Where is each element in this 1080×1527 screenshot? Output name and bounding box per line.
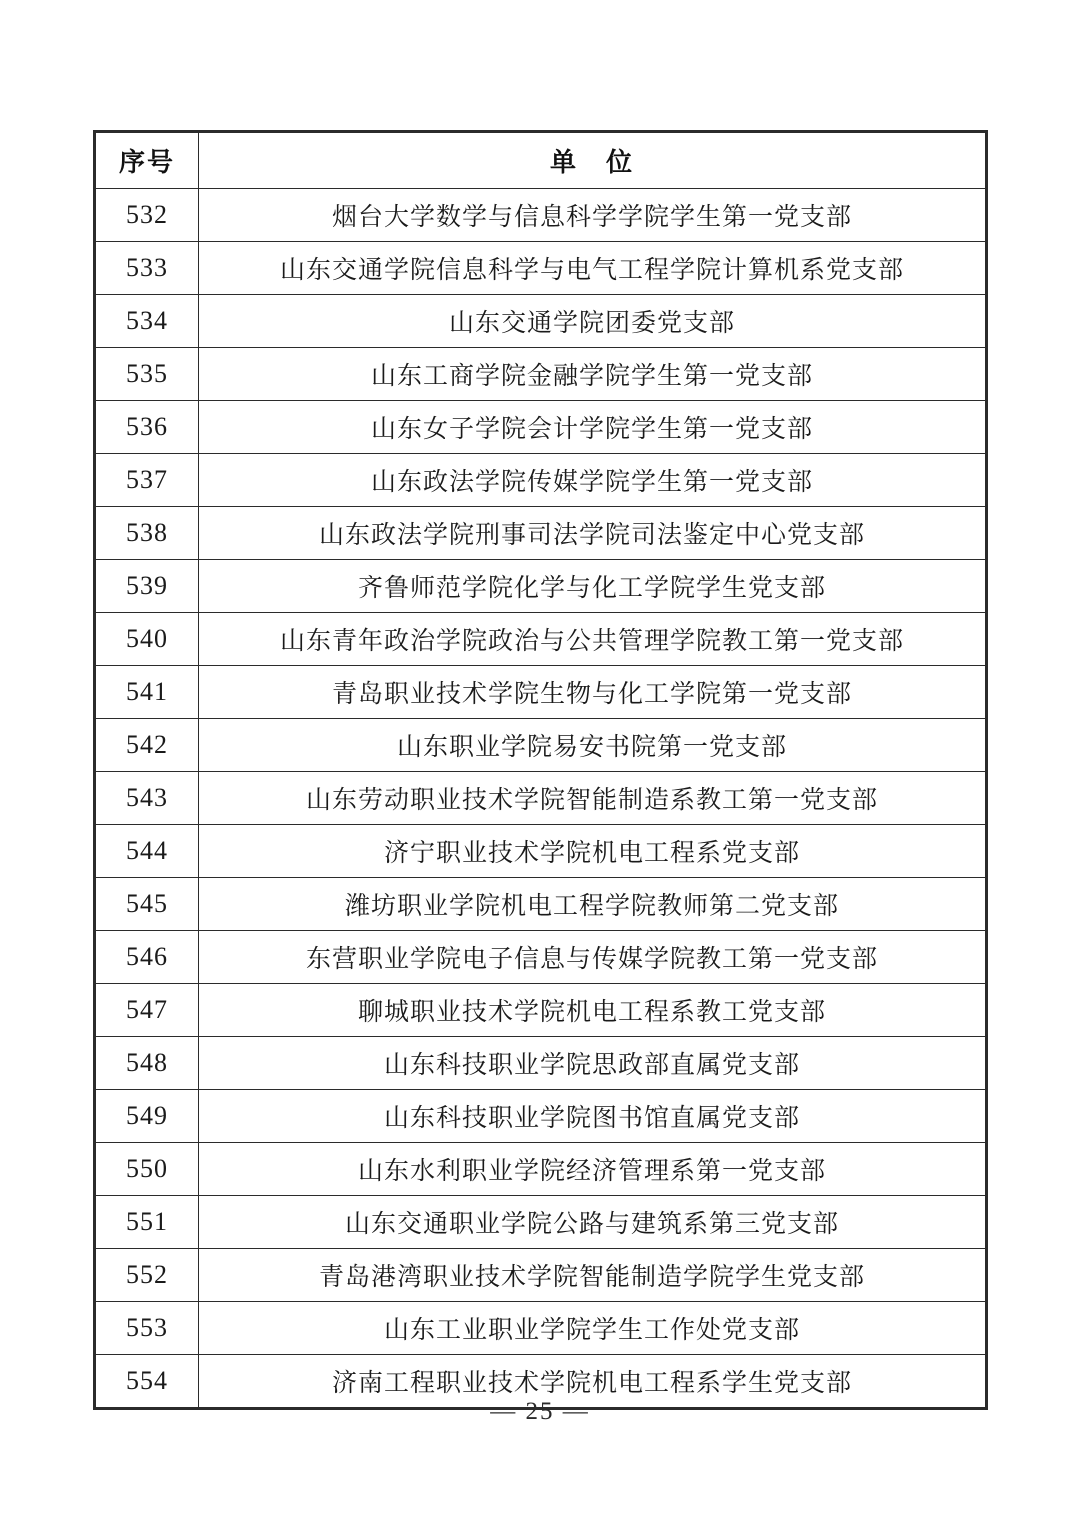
table-row <box>95 348 987 401</box>
serial-number-cell: 553 <box>95 1302 199 1355</box>
table-row <box>95 666 987 719</box>
serial-number-cell: 543 <box>95 772 199 825</box>
table-row <box>95 401 987 454</box>
table-row <box>95 613 987 666</box>
serial-number-cell: 550 <box>95 1143 199 1196</box>
unit-cell: 济宁职业技术学院机电工程系党支部 <box>199 825 987 878</box>
unit-cell: 山东交通学院团委党支部 <box>199 295 987 348</box>
table-row <box>95 507 987 560</box>
table-row <box>95 1037 987 1090</box>
table-row <box>95 242 987 295</box>
table-row <box>95 454 987 507</box>
serial-number-cell: 537 <box>95 454 199 507</box>
table-row <box>95 1302 987 1355</box>
unit-cell: 东营职业学院电子信息与传媒学院教工第一党支部 <box>199 931 987 984</box>
serial-number-cell: 545 <box>95 878 199 931</box>
unit-cell: 山东科技职业学院图书馆直属党支部 <box>199 1090 987 1143</box>
unit-cell: 青岛职业技术学院生物与化工学院第一党支部 <box>199 666 987 719</box>
header-serial-number: 序号 <box>95 132 199 189</box>
table-row <box>95 984 987 1037</box>
unit-cell: 山东政法学院刑事司法学院司法鉴定中心党支部 <box>199 507 987 560</box>
table-row <box>95 878 987 931</box>
header-unit: 单 位 <box>199 132 987 189</box>
serial-number-cell: 541 <box>95 666 199 719</box>
serial-number-cell: 534 <box>95 295 199 348</box>
serial-number-cell: 536 <box>95 401 199 454</box>
serial-number-cell: 539 <box>95 560 199 613</box>
unit-cell: 齐鲁师范学院化学与化工学院学生党支部 <box>199 560 987 613</box>
unit-cell: 烟台大学数学与信息科学学院学生第一党支部 <box>199 189 987 242</box>
table-row <box>95 1196 987 1249</box>
serial-number-cell: 547 <box>95 984 199 1037</box>
page-number: — 25 — <box>490 1398 590 1425</box>
serial-number-cell: 554 <box>95 1355 199 1409</box>
table-row <box>95 1249 987 1302</box>
serial-number-cell: 549 <box>95 1090 199 1143</box>
table-row <box>95 560 987 613</box>
serial-number-cell: 548 <box>95 1037 199 1090</box>
unit-cell: 济南工程职业技术学院机电工程系学生党支部 <box>199 1355 987 1409</box>
serial-number-cell: 552 <box>95 1249 199 1302</box>
serial-number-cell: 533 <box>95 242 199 295</box>
unit-cell: 山东科技职业学院思政部直属党支部 <box>199 1037 987 1090</box>
table-row <box>95 825 987 878</box>
table-row <box>95 1090 987 1143</box>
table-row <box>95 1143 987 1196</box>
table-body <box>95 189 987 1409</box>
unit-cell: 山东工业职业学院学生工作处党支部 <box>199 1302 987 1355</box>
serial-number-cell: 546 <box>95 931 199 984</box>
unit-cell: 山东交通职业学院公路与建筑系第三党支部 <box>199 1196 987 1249</box>
serial-number-cell: 540 <box>95 613 199 666</box>
unit-cell: 山东工商学院金融学院学生第一党支部 <box>199 348 987 401</box>
unit-cell: 山东女子学院会计学院学生第一党支部 <box>199 401 987 454</box>
serial-number-cell: 538 <box>95 507 199 560</box>
unit-cell: 山东青年政治学院政治与公共管理学院教工第一党支部 <box>199 613 987 666</box>
unit-cell: 聊城职业技术学院机电工程系教工党支部 <box>199 984 987 1037</box>
unit-cell: 山东职业学院易安书院第一党支部 <box>199 719 987 772</box>
table-row <box>95 719 987 772</box>
serial-number-cell: 544 <box>95 825 199 878</box>
table-header-row <box>95 132 987 189</box>
serial-number-cell: 542 <box>95 719 199 772</box>
unit-cell: 山东劳动职业技术学院智能制造系教工第一党支部 <box>199 772 987 825</box>
unit-cell: 潍坊职业学院机电工程学院教师第二党支部 <box>199 878 987 931</box>
serial-number-cell: 551 <box>95 1196 199 1249</box>
unit-roster-table <box>93 130 988 1410</box>
serial-number-cell: 535 <box>95 348 199 401</box>
table-row <box>95 189 987 242</box>
unit-cell: 山东交通学院信息科学与电气工程学院计算机系党支部 <box>199 242 987 295</box>
unit-cell: 山东水利职业学院经济管理系第一党支部 <box>199 1143 987 1196</box>
unit-cell: 青岛港湾职业技术学院智能制造学院学生党支部 <box>199 1249 987 1302</box>
table-row <box>95 931 987 984</box>
serial-number-cell: 532 <box>95 189 199 242</box>
table-row <box>95 772 987 825</box>
table-row <box>95 295 987 348</box>
unit-cell: 山东政法学院传媒学院学生第一党支部 <box>199 454 987 507</box>
